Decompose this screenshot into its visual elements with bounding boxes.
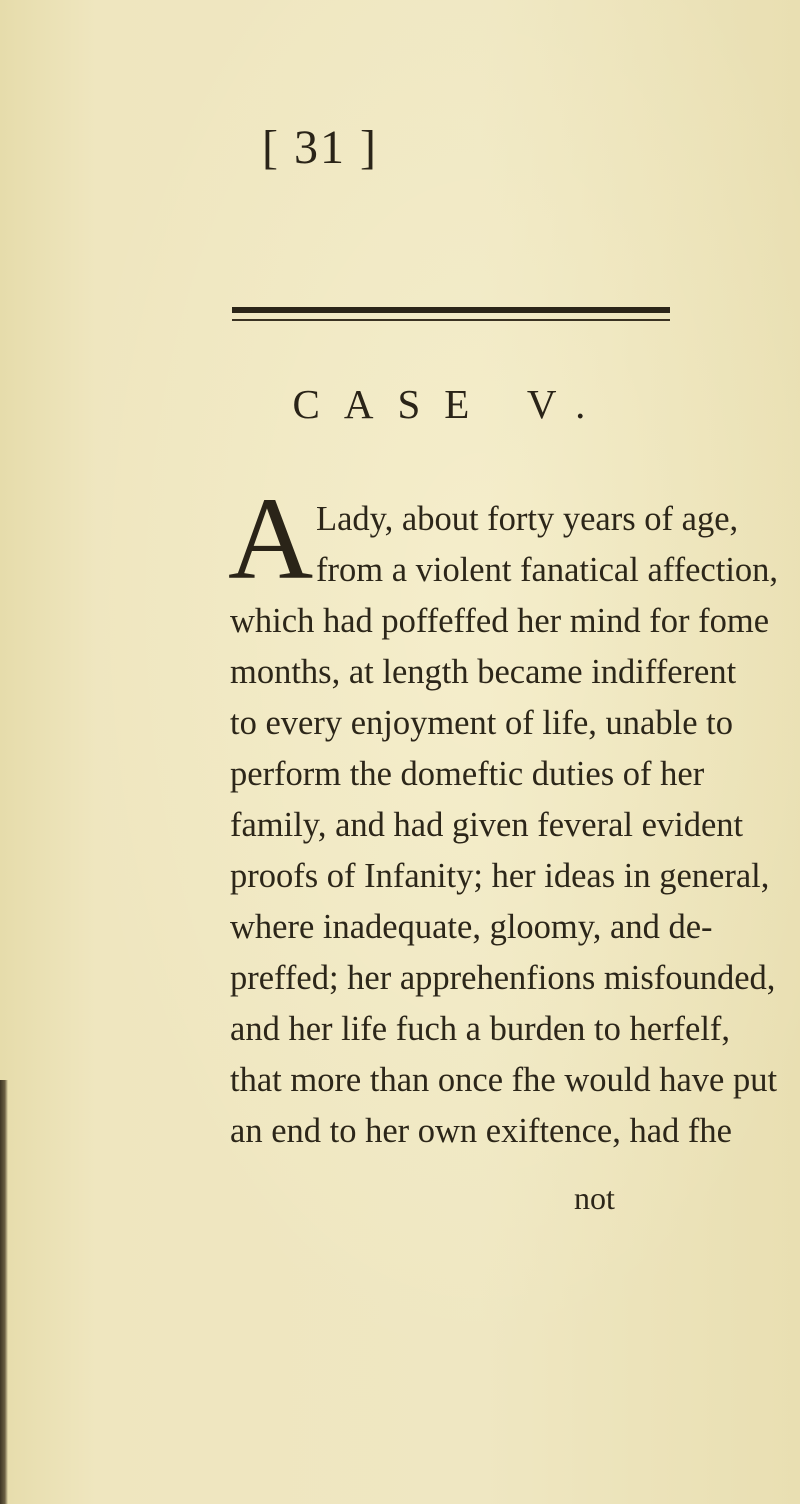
page-edge-shadow bbox=[0, 1080, 8, 1504]
text-line: an end to her own exiftence, had fhe bbox=[230, 1112, 732, 1150]
header-rule-thin bbox=[232, 319, 670, 321]
text-line: and her life fuch a burden to herfelf, bbox=[230, 1010, 731, 1048]
case-heading: CASE V. bbox=[292, 381, 610, 427]
text-line: family, and had given feveral evident bbox=[230, 806, 744, 844]
text-line: months, at length became indifferent bbox=[230, 653, 737, 691]
text-line: that more than once fhe would have put bbox=[230, 1061, 778, 1099]
text-line: Lady, about forty years of age, bbox=[316, 500, 739, 538]
body-text bbox=[230, 494, 779, 1157]
text-line: where inadequate, gloomy, and de- bbox=[230, 908, 713, 946]
text-line: perform the domeftic duties of her bbox=[230, 755, 705, 793]
text-line: proofs of Infanity; her ideas in general, bbox=[230, 857, 770, 895]
text-line: which had poffeffed her mind for fome bbox=[230, 602, 770, 640]
text-line: from a violent fanatical affection, bbox=[316, 551, 779, 589]
catchword: not bbox=[574, 1180, 615, 1216]
header-rule-thick bbox=[232, 307, 670, 313]
text-line: preffed; her apprehenfions misfounded, bbox=[230, 959, 776, 997]
page-number: [ 31 ] bbox=[262, 121, 378, 174]
drop-cap: A bbox=[228, 473, 314, 604]
text-line: to every enjoyment of life, unable to bbox=[230, 704, 733, 742]
